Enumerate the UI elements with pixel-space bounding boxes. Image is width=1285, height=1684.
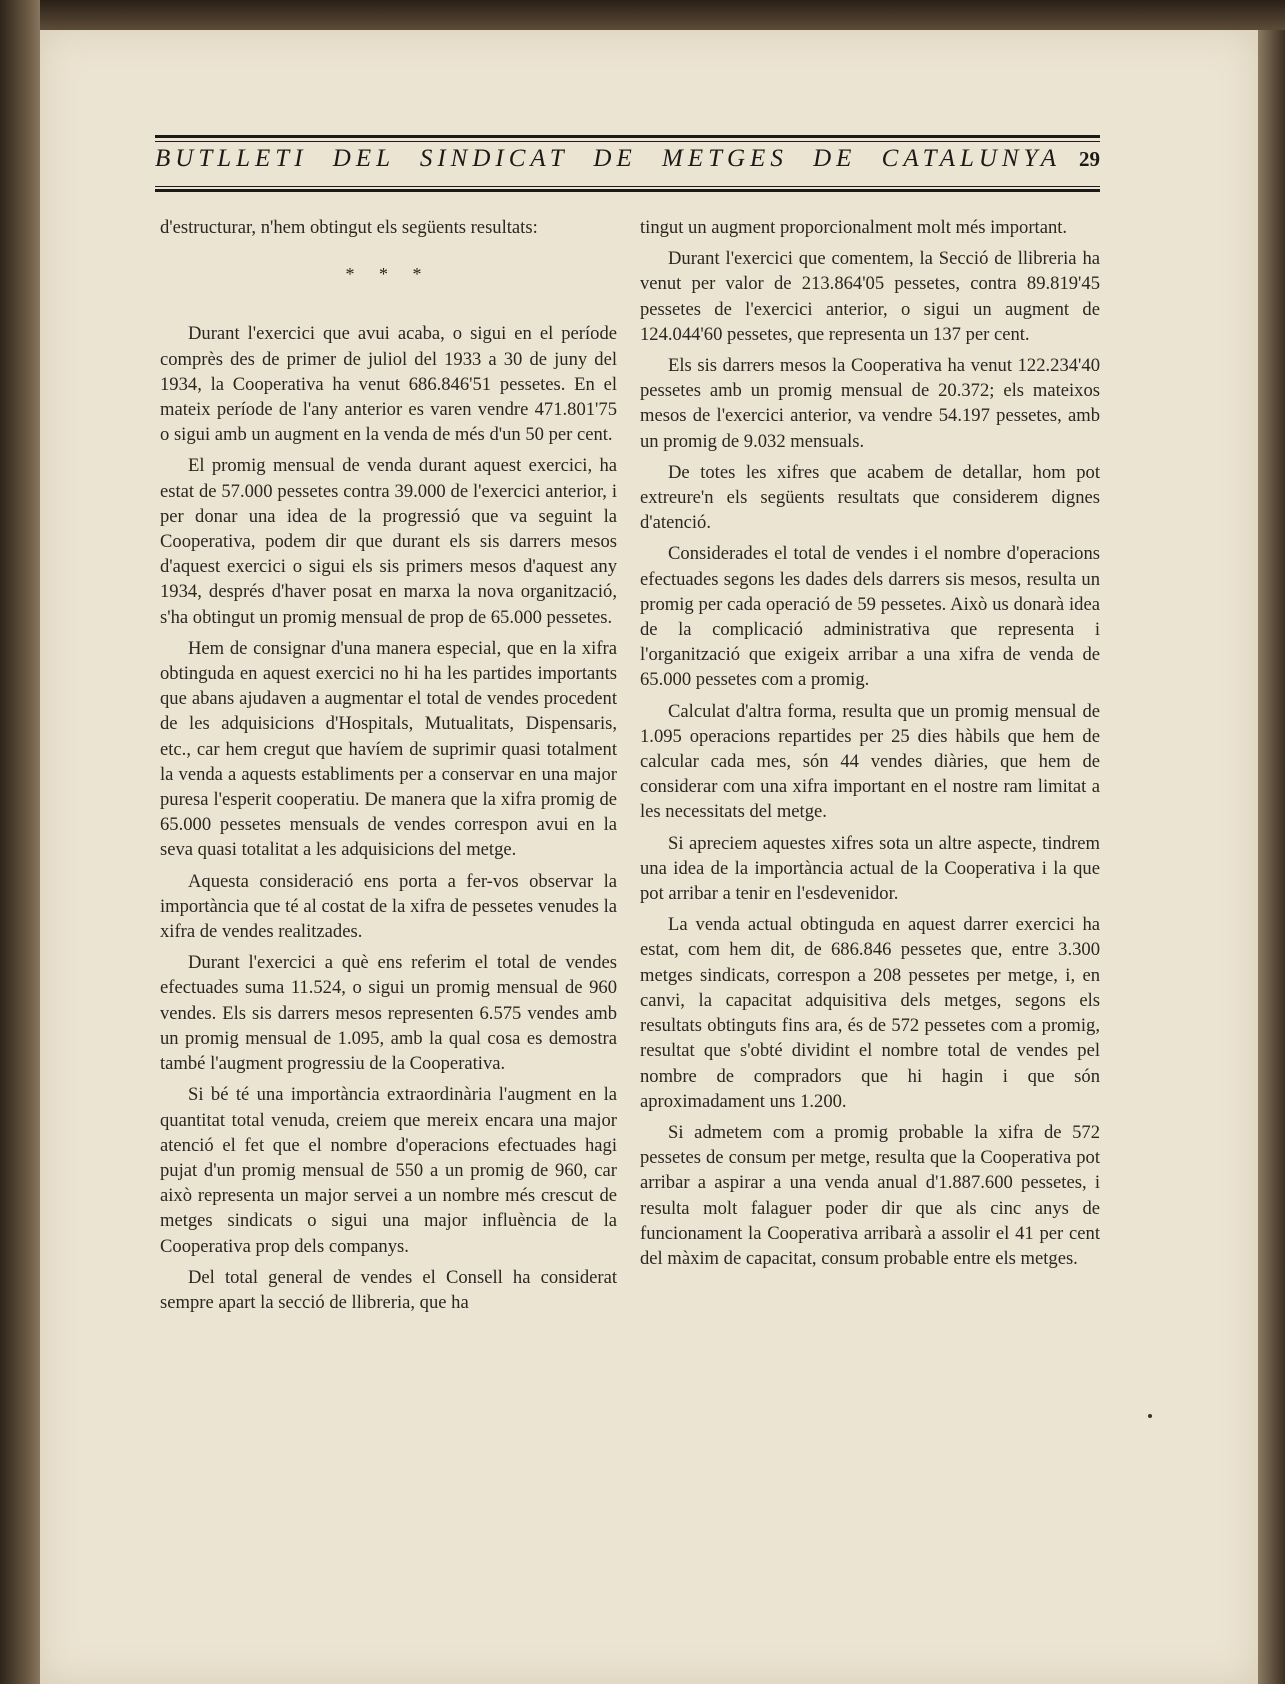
- header-rule-bottom-thin: [155, 186, 1100, 187]
- scan-top-edge: [40, 0, 1285, 30]
- paragraph: Si admetem com a promig probable la xifra de 572 pessetes de consum per metge, resulta que la Cooperativa pot arribar a aspirar a una venda anual d'1.887.600 pessetes, i resulta molt falaguer poder dir que als cinc anys de funcionament la Cooperativa arribarà a assolir el 41 per cent del màxim de capacitat, consum probable entre els metges.: [640, 1121, 1100, 1269]
- book-spine: [0, 0, 40, 1684]
- paragraph: Els sis darrers mesos la Cooperativa ha venut 122.234'40 pessetes amb un promig mensual de 20.372; els mateixos mesos de l'exercici anterior, va vendre 54.197 pessetes, amb un promig de 9.032 mensuals.: [640, 355, 1100, 452]
- paragraph: Del total general de vendes el Consell ha considerat sempre apart la secció de llibreria, que ha: [160, 1266, 617, 1313]
- paragraph: Si bé té una importància extraordinària l'augment en la quantitat total venuda, creiem que mereix encara una major atenció el fet que el nombre d'operacions efectuades hagi pujat d'un promig mensual de 550 a un promig de 960, car això representa un major servei a un nombre més crescut de metges sindicats o sigui una major influència de la Cooperativa prop dels companys.: [160, 1084, 617, 1257]
- paragraph: Durant l'exercici que comentem, la Secció de llibreria ha venut per valor de 213.864'05 pessetes, contra 89.819'45 pessetes de l'exercici anterior, o sigui un augment de 124.044'60 pessetes, que representa un 137 per cent.: [640, 248, 1100, 345]
- paragraph: De totes les xifres que acabem de detallar, hom pot extreure'n els següents resultats que considerem dignes d'atenció.: [640, 461, 1100, 534]
- section-separator: * * *: [345, 264, 432, 285]
- paragraph: d'estructurar, n'hem obtingut els següents resultats:: [160, 217, 538, 238]
- paragraph: Si apreciem aquestes xifres sota un altre aspecte, tindrem una idea de la importància actual de la Cooperativa i la que pot arribar a tenir en l'esdevenidor.: [640, 832, 1100, 905]
- header-rule-bottom: [155, 189, 1100, 192]
- page-number: 29: [1079, 147, 1100, 171]
- ink-speck: [1148, 1414, 1152, 1418]
- scan-right-edge: [1258, 30, 1285, 1684]
- paragraph: Calculat d'altra forma, resulta que un promig mensual de 1.095 operacions repartides per 25 dies hàbils que hem de calcular cada mes, són 44 vendes diàries, que hem de considerar com una xifra important en el nostre ram limitat a les necessitats del metge.: [640, 700, 1100, 823]
- right-column: [640, 215, 1100, 1277]
- left-column: [160, 215, 617, 1321]
- paragraph: El promig mensual de venda durant aquest exercici, ha estat de 57.000 pessetes contra 39.000 de l'exercici anterior, i per donar una idea de la progressió que va seguint la Cooperativa, podem dir que durant els sis darrers mesos d'aquest exercici o sigui els sis primers mesos d'aquest any 1934, després d'haver posat en marxa la nova organització, s'ha obtingut un promig mensual de prop de 65.000 pessetes.: [160, 455, 617, 628]
- paragraph: La venda actual obtinguda en aquest darrer exercici ha estat, com hem dit, de 686.846 pessetes que, entre 3.300 metges sindicats, correspon a 208 pessetes per metge, i, en canvi, la capacitat adquisitiva dels metges, segons els resultats obtinguts fins ara, és de 572 pessetes com a promig, resultat que s'obté dividint el nombre total de vendes pel nombre de compradors que hi hagin i que són aproximadament uns 1.200.: [640, 914, 1100, 1112]
- paragraph: Durant l'exercici a què ens referim el total de vendes efectuades suma 11.524, o sigui un promig mensual de 960 vendes. Els sis darrers mesos representen 6.575 vendes amb un promig mensual de 1.095, amb la qual cosa es demostra també l'augment progressiu de la Cooperativa.: [160, 952, 617, 1075]
- paragraph: Considerades el total de vendes i el nombre d'operacions efectuades segons les dades dels darrers sis mesos, resulta un promig per cada operació de 59 pessetes. Això us donarà idea de la complicació administrativa que representa i l'organització que exigeix arribar a una xifra de venda de 65.000 pessetes com a promig.: [640, 543, 1100, 691]
- paragraph: tingut un augment proporcionalment molt més important.: [640, 217, 1068, 238]
- paragraph: Hem de consignar d'una manera especial, que en la xifra obtinguda en aquest exercici no hi ha les partides importants que abans ajudaven a augmentar el total de vendes procedent de les adquisicions d'Hospitals, Mutualitats, Dispensaris, etc., car hem cregut que havíem de suprimir quasi totalment la venda a aquests establiments per a conservar en una major puresa l'esperit cooperatiu. De manera que la xifra promig de 65.000 pessetes mensuals de vendes correspon avui en la seva quasi totalitat a les adquisicions del metge.: [160, 637, 617, 861]
- paragraph: Aquesta consideració ens porta a fer-vos observar la importància que té al costat de la xifra de pessetes venudes la xifra de vendes realitzades.: [160, 870, 617, 943]
- header-rule-top: [155, 135, 1100, 138]
- running-header: [155, 135, 1100, 195]
- paragraph: Durant l'exercici que avui acaba, o sigui en el període comprès des de primer de juliol del 1933 a 30 de juny del 1934, la Cooperativa ha venut 686.846'51 pessetes. En el mateix període de l'any anterior es varen vendre 471.801'75 o sigui amb un augment en la venda de més d'un 50 per cent.: [160, 323, 617, 446]
- journal-title: BUTLLETI DEL SINDICAT DE METGES DE CATALUNYA: [155, 145, 1062, 172]
- header-rule-top-thin: [155, 141, 1100, 142]
